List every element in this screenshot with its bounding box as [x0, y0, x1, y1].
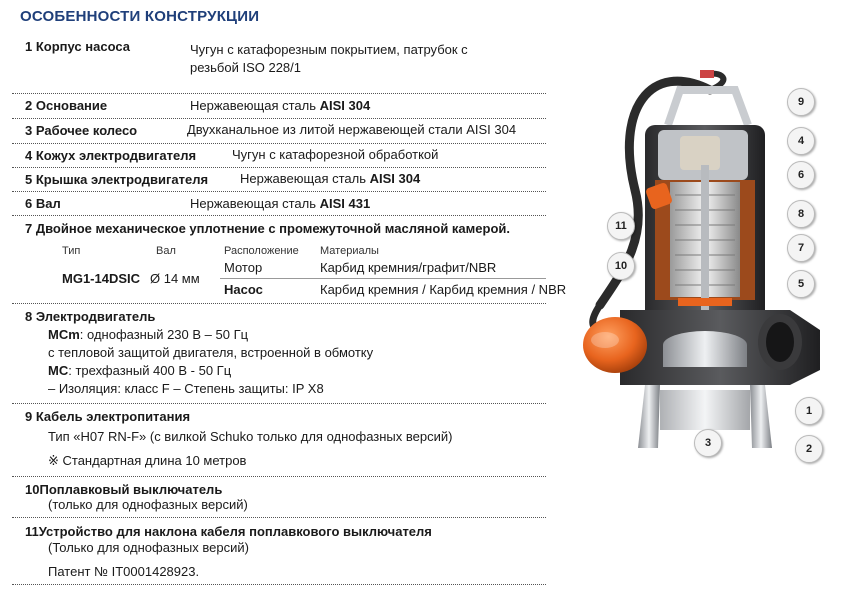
- page-title: ОСОБЕННОСТИ КОНСТРУКЦИИ: [20, 8, 260, 25]
- motor-mcm-note: с тепловой защитой двигателя, встроенной в обмотку: [48, 345, 374, 360]
- divider: [12, 517, 546, 518]
- item-4-name: 4 Кожух электродвигателя: [25, 148, 197, 163]
- item-6-name: 6 Вал: [25, 196, 61, 211]
- divider: [12, 584, 546, 585]
- divider: [12, 93, 546, 94]
- diagram-label-11: 11: [607, 212, 635, 240]
- divider: [12, 215, 546, 216]
- pump-cutaway-illustration: [560, 70, 830, 470]
- item-2-name: 2 Основание: [25, 98, 108, 113]
- diagram-label-1: 1: [795, 397, 823, 425]
- tilt-note: (Только для однофазных версий): [48, 540, 249, 555]
- divider: [12, 118, 546, 119]
- motor-mcm: MCm: однофазный 230 В – 50 Гц: [48, 327, 249, 342]
- diagram-label-9: 9: [787, 88, 815, 116]
- diagram-label-3: 3: [694, 429, 722, 457]
- diagram-label-10: 10: [607, 252, 635, 280]
- item-4-desc: Чугун с катафорезной обработкой: [232, 147, 439, 162]
- item-3-name: 3 Рабочее колесо: [25, 123, 138, 138]
- seal-col-location: Расположение: [224, 245, 299, 257]
- diagram-label-4: 4: [787, 127, 815, 155]
- item-6-desc: Нержавеющая сталь AISI 431: [190, 196, 371, 211]
- diagram-label-6: 6: [787, 161, 815, 189]
- seal-row1-material: Карбид кремния/графит/NBR: [320, 260, 497, 275]
- divider: [12, 303, 546, 304]
- seal-shaft-value: Ø 14 мм: [150, 271, 200, 286]
- diagram-label-7: 7: [787, 234, 815, 262]
- cable-plug-icon: [700, 70, 714, 78]
- item-5-desc: Нержавеющая сталь AISI 304: [240, 171, 421, 186]
- float-heading: 10Поплавковый выключатель: [25, 482, 223, 497]
- divider: [12, 476, 546, 477]
- seal-row2-material: Карбид кремния / Карбид кремния / NBR: [320, 282, 567, 297]
- float-note: (только для однофазных версий): [48, 497, 248, 512]
- motor-heading: 8 Электродвигатель: [25, 309, 156, 324]
- item-3-desc: Двухканальное из литой нержавеющей стали AISI 304: [187, 122, 517, 137]
- divider: [12, 167, 546, 168]
- cable-length: ※ Стандартная длина 10 метров: [48, 453, 247, 468]
- motor-mc: MC: трехфазный 400 В - 50 Гц: [48, 363, 232, 378]
- seal-col-materials: Материалы: [320, 245, 379, 257]
- motor-insulation: – Изоляция: класс F – Степень защиты: IP X8: [48, 381, 324, 396]
- diagram-label-8: 8: [787, 200, 815, 228]
- item-2-desc: Нержавеющая сталь AISI 304: [190, 98, 371, 113]
- item-1-name: 1 Корпус насоса: [25, 39, 130, 54]
- seal-type-value: MG1-14DSIC: [62, 271, 141, 286]
- cable-heading: 9 Кабель электропитания: [25, 409, 191, 424]
- diagram-label-2: 2: [795, 435, 823, 463]
- divider: [12, 143, 546, 144]
- divider: [12, 191, 546, 192]
- item-1-desc-line1: Чугун с катафорезным покрытием, патрубок с: [190, 42, 468, 57]
- cable-type: Тип «H07 RN-F» (с вилкой Schuko только для однофазных версий): [48, 429, 453, 444]
- tilt-heading: 11Устройство для наклона кабеля поплавкового выключателя: [25, 524, 432, 539]
- seal-heading: 7 Двойное механическое уплотнение с промежуточной масляной камерой.: [25, 221, 510, 236]
- diagram-label-5: 5: [787, 270, 815, 298]
- divider: [12, 403, 546, 404]
- seal-col-type: Тип: [62, 245, 81, 257]
- item-5-name: 5 Крышка электродвигателя: [25, 172, 209, 187]
- seal-col-shaft: Вал: [156, 245, 176, 257]
- seal-row1-location: Мотор: [224, 260, 263, 275]
- tilt-patent: Патент № IT0001428923.: [48, 564, 200, 579]
- seal-table-divider: [220, 278, 546, 279]
- item-1-desc-line2: резьбой ISO 228/1: [190, 60, 301, 75]
- seal-row2-location: Насос: [224, 282, 263, 297]
